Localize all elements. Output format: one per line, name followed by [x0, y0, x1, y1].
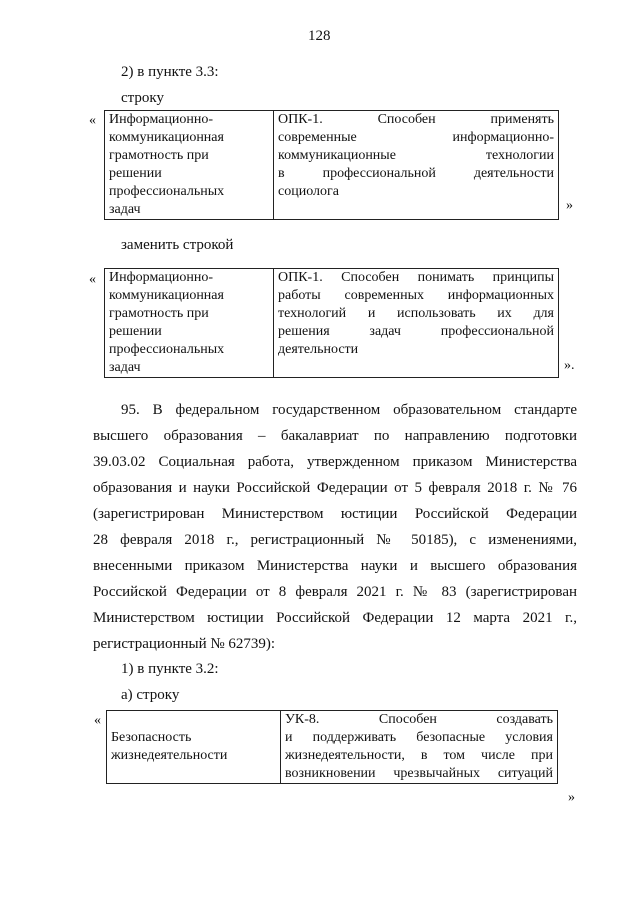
- cell-line: возникновении чрезвычайных ситуаций: [285, 766, 553, 781]
- competency-area-cell: [105, 269, 274, 378]
- cell-line: грамотность при: [109, 306, 209, 321]
- cell-line: ОПК-1. Способен понимать принципы: [278, 270, 554, 285]
- cell-line: коммуникационная: [109, 288, 224, 303]
- cell-line: жизнедеятельности, в том числе при: [285, 748, 553, 763]
- cell-line: ОПК-1. Способен применять: [278, 112, 554, 127]
- paragraph-line: Министерством юстиции Российской Федерации 12 марта 2021 г.,: [93, 610, 577, 626]
- cell-line: задач: [109, 202, 141, 217]
- open-quote: «: [89, 272, 96, 287]
- table-old-row-2: [106, 710, 558, 784]
- cell-line: социолога: [278, 184, 339, 199]
- competency-description-cell: [281, 711, 558, 784]
- paragraph-line: образования и науки Российской Федерации от 5 февраля 2018 г. № 76: [93, 480, 577, 496]
- item-1-point-3-2: 1) в пункте 3.2:: [121, 661, 219, 677]
- table-new-row-1: [104, 268, 559, 378]
- cell-line: работы современных информационных: [278, 288, 554, 303]
- cell-line: жизнедеятельности: [111, 748, 228, 763]
- cell-line: грамотность при: [109, 148, 209, 163]
- cell-line: профессиональных: [109, 342, 225, 357]
- paragraph-line: Российской Федерации от 8 февраля 2021 г. № 83 (зарегистрирован: [93, 584, 577, 600]
- cell-line: деятельности: [278, 342, 359, 357]
- row-label: строку: [121, 90, 164, 106]
- paragraph-line: 39.03.02 Социальная работа, утвержденном приказом Министерства: [93, 454, 577, 470]
- cell-line: решения задач профессиональной: [278, 324, 554, 339]
- cell-line: решении: [109, 166, 162, 181]
- table-old-row-1: [104, 110, 559, 220]
- cell-line: Безопасность: [111, 730, 192, 745]
- cell-line: и поддерживать безопасные условия: [285, 730, 553, 745]
- competency-description-cell: [274, 111, 559, 220]
- competency-area-cell: [105, 111, 274, 220]
- page-number: 128: [308, 28, 331, 44]
- cell-line: УК-8. Способен создавать: [285, 712, 553, 727]
- paragraph-line: (зарегистрирован Министерством юстиции Российской Федерации: [93, 506, 577, 522]
- paragraph-line: внесенными приказом Министерства науки и высшего образования: [93, 558, 577, 574]
- cell-line: в профессиональной деятельности: [278, 166, 554, 181]
- item-2-point-3-3: 2) в пункте 3.3:: [121, 64, 219, 80]
- row-label-a: а) строку: [121, 687, 180, 703]
- competency-area-cell: [107, 711, 281, 784]
- paragraph-line: регистрационный № 62739):: [93, 636, 276, 652]
- open-quote: «: [89, 113, 96, 128]
- cell-line: решении: [109, 324, 162, 339]
- paragraph-line: 28 февраля 2018 г., регистрационный № 50185), с изменениями,: [93, 532, 577, 548]
- close-quote: »: [566, 198, 573, 213]
- cell-line: Информационно-: [109, 270, 214, 285]
- cell-line: современные информационно-: [278, 130, 554, 145]
- cell-line: Информационно-: [109, 112, 214, 127]
- cell-line: профессиональных: [109, 184, 225, 199]
- close-quote: »: [568, 790, 575, 805]
- cell-line: технологий и использовать их для: [278, 306, 554, 321]
- cell-line: коммуникационная: [109, 130, 224, 145]
- replace-label: заменить строкой: [121, 237, 234, 253]
- competency-description-cell: [274, 269, 559, 378]
- cell-line: задач: [109, 360, 141, 375]
- cell-line: коммуникационные технологии: [278, 148, 554, 163]
- open-quote: «: [94, 713, 101, 728]
- paragraph-line: высшего образования – бакалавриат по направлению подготовки: [93, 428, 577, 444]
- close-quote-dot: ».: [564, 358, 575, 373]
- paragraph-line: 95. В федеральном государственном образовательном стандарте: [121, 402, 577, 418]
